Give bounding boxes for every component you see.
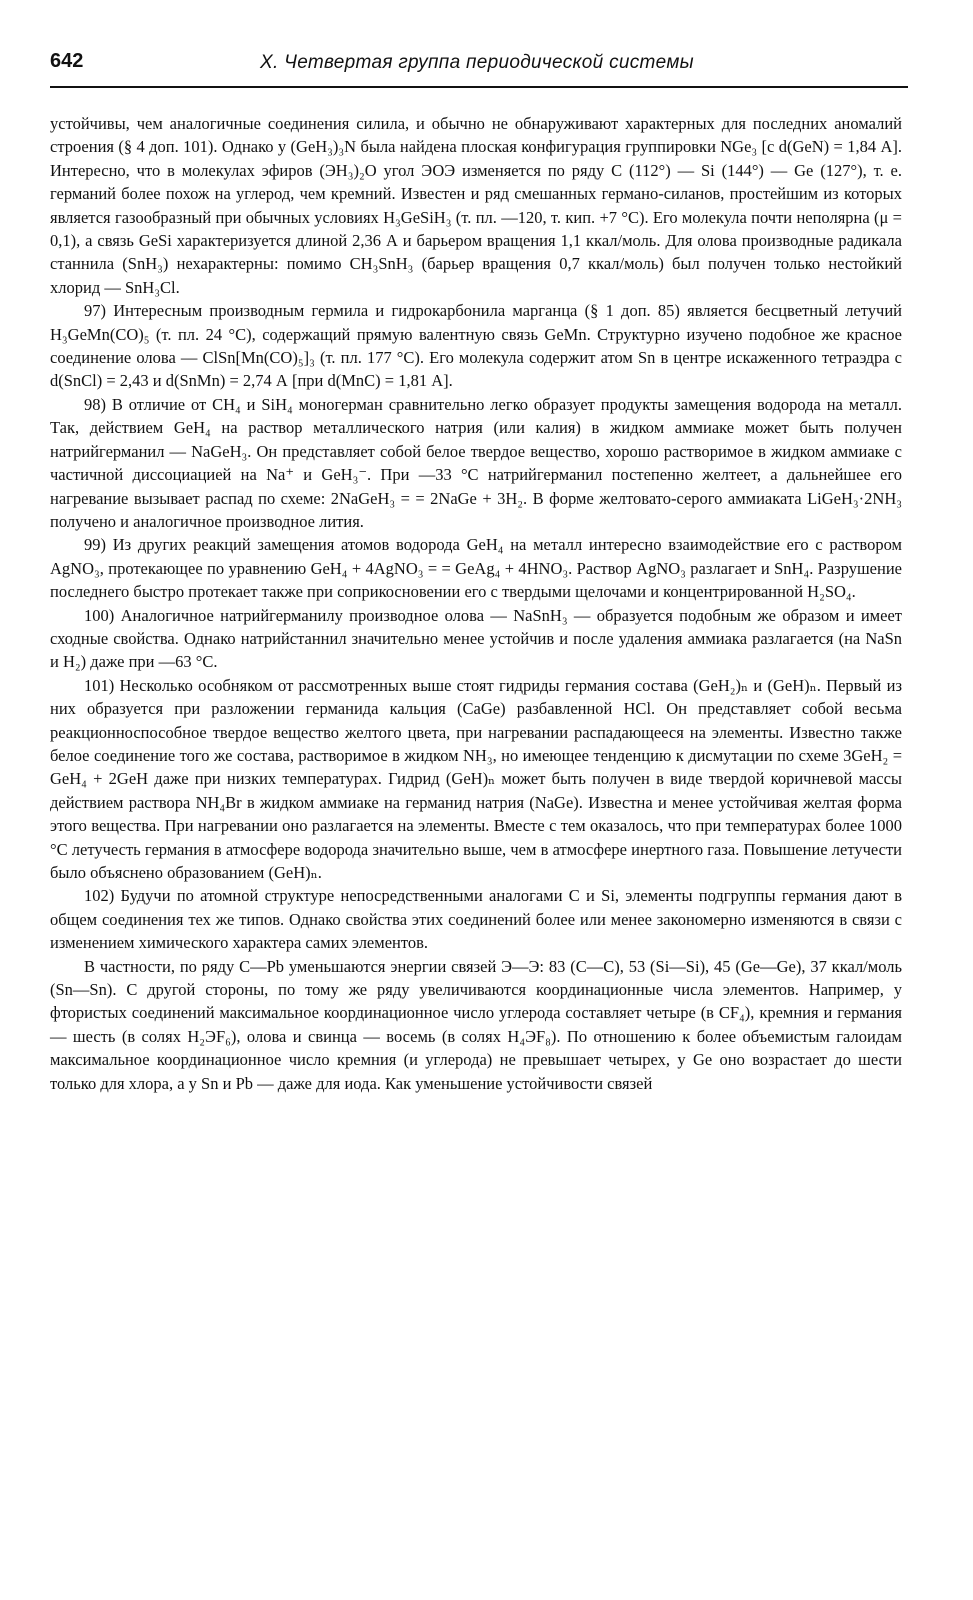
note-100: 100) Аналогичное натрийгерманилу производное олова — NaSnH₃ — образуется подобным же образом и имеет сходные свойства. Однако натрийстаннил значительно менее устойчив и после удаления аммиака разлагается (на NaSn и H₂) даже при —63 °С.	[50, 605, 902, 672]
paragraph-continuation: устойчивы, чем аналогичные соединения силила, и обычно не обнаруживают характерных для последних аномалий строения (§ 4 доп. 101). Однако у (GeH₃)₃N была найдена плоская конфигурация группировки NGe₃ [с d(GeN) = 1,84 А]. Интересно, что в молекулах эфиров (ЭН₃)₂О угол ЭОЭ изменяется по ряду С (112°) — Si (144°) — Ge (127°), т. е. германий более похож на углерод, чем кремний. Известен и ряд смешанных германо-силанов, простейшим из которых является газообразный при обычных условиях H₃GeSiH₃ (т. пл. —120, т. кип. +7 °С). Его молекула почти неполярна (μ = 0,1), а связь GeSi характеризуется длиной 2,36 А и барьером вращения 1,1 ккал/моль. Для олова производные радикала станнила (SnH₃) нехарактерны: помимо CH₃SnH₃ (барьер вращения 0,7 ккал/моль) был получен только нестойкий хлорид — SnH₃Cl.	[50, 114, 902, 297]
page-header	[50, 44, 908, 88]
page-number: 642	[50, 50, 84, 72]
running-title: X. Четвертая группа периодической системы	[260, 52, 694, 73]
note-97: 97) Интересным производным гермила и гидрокарбонила марганца (§ 1 доп. 85) является бесцветный летучий H₃GeMn(CO)₅ (т. пл. 24 °С), содержащий прямую валентную связь GeMn. Структурно изучено подобное же красное соединение олова — ClSn[Mn(CO)₅]₃ (т. пл. 177 °С). Его молекула содержит атом Sn в центре искаженного тетраэдра с d(SnCl) = 2,43 и d(SnMn) = 2,74 А [при d(MnC) = 1,81 А].	[50, 301, 902, 391]
note-101: 101) Несколько особняком от рассмотренных выше стоят гидриды германия состава (GeH₂)ₙ и (GeH)ₙ. Первый из них образуется при разложении германида кальция (CaGe) разбавленной HCl. Он представляет собой весьма реакционноспособное твердое вещество желтого цвета, при нагревании распадающееся на элементы. Известно также белое соединение того же состава, растворимое в жидком NH₃, но имеющее тенденцию к дисмутации по схеме 3GeH₂ = GeH₄ + 2GeH даже при низких температурах. Гидрид (GeH)ₙ может быть получен в виде твердой коричневой массы действием раствора NH₄Br в жидком аммиаке на германид натрия (NaGe). Известна и менее устойчивая желтая форма этого вещества. При нагревании оно разлагается на элементы. Вместе с тем оказалось, что при температурах более 1000 °С летучесть германия в атмосфере водорода значительно выше, чем в атмосфере инертного газа. Повышение летучести было объяснено образованием (GeH)ₙ.	[50, 675, 902, 882]
note-102: 102) Будучи по атомной структуре непосредственными аналогами С и Si, элементы подгруппы германия дают в общем соединения тех же типов. Однако свойства этих соединений более или менее закономерно изменяются в связи с изменением химического характера самих элементов.	[50, 886, 902, 953]
body-text	[50, 112, 902, 1095]
note-99: 99) Из других реакций замещения атомов водорода GeH₄ на металл интересно взаимодействие его с раствором AgNO₃, протекающее по уравнению GeH₄ + 4AgNO₃ = = GeAg₄ + 4HNO₃. Раствор AgNO₃ разлагает и SnH₄. Разрушение последнего быстро протекает также при соприкосновении его с твердыми щелочами и концентрированной H₂SO₄.	[50, 535, 902, 602]
note-102-continued: В частности, по ряду С—Pb уменьшаются энергии связей Э—Э: 83 (С—С), 53 (Si—Si), 45 (Ge—Ge), 37 ккал/моль (Sn—Sn). С другой стороны, по тому же ряду увеличиваются координационные числа элементов. Например, у фтористых соединений максимальное координационное число углерода составляет четыре (в CF₄), кремния и германия — шесть (в солях H₂ЭF₆), олова и свинца — восемь (в солях H₄ЭF₈). По отношению к более объемистым галоидам максимальное координационное число кремния (и углерода) не превышает четырех, у Ge оно возрастает до шести только для хлора, а у Sn и Pb — даже для иода. Как уменьшение устойчивости связей	[50, 956, 902, 1093]
note-98: 98) В отличие от CH₄ и SiH₄ моногерман сравнительно легко образует продукты замещения водорода на металл. Так, действием GeH₄ на раствор металлического натрия (или калия) в жидком аммиаке может быть получен натрийгерманил — NaGeH₃. Он представляет собой белое твердое вещество, хорошо растворимое в жидком аммиаке с частичной диссоциацией на Na⁺ и GeH₃⁻. При —33 °С натрийгерманил постепенно желтеет, а дальнейшее его нагревание вызывает распад по схеме: 2NaGeH₃ = = 2NaGe + 3H₂. В форме желтовато-серого аммиаката LiGeH₃·2NH₃ получено и аналогичное производное лития.	[50, 394, 902, 531]
